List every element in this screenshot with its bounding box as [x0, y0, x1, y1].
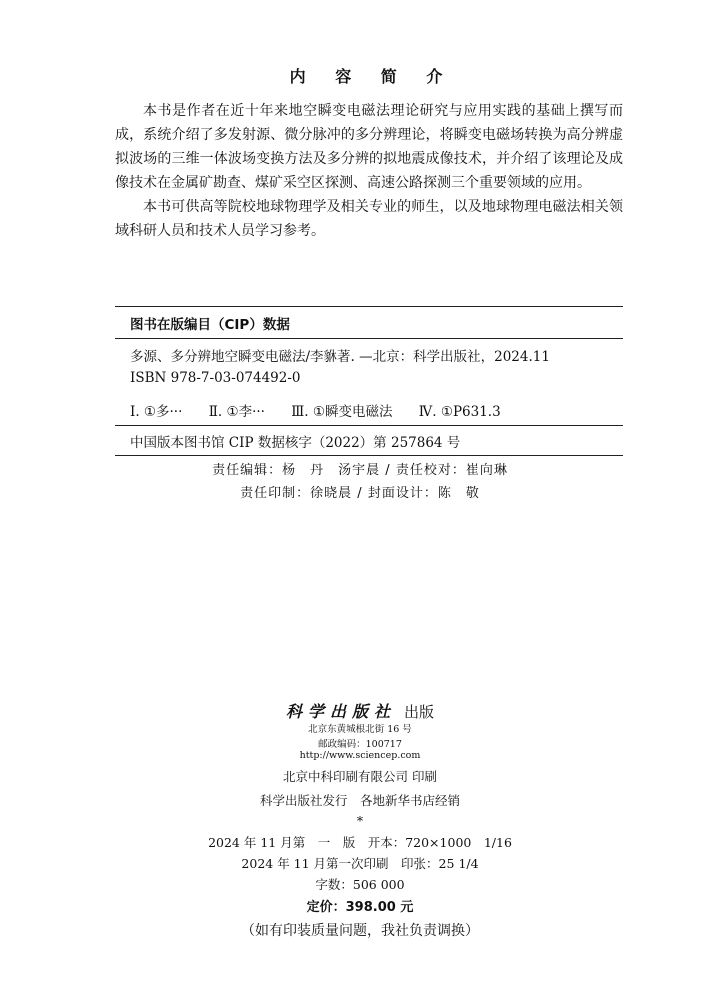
word-count: 字数：506 000 [315, 877, 405, 892]
cip-bottom-divider [115, 455, 623, 456]
publisher-address: 北京东黄城根北街 16 号 [308, 724, 412, 735]
cip-isbn: ISBN 978-7-03-074492-0 [130, 370, 301, 386]
cip-classification [130, 400, 523, 420]
cip-class-3: Ⅲ. ①瞬变电磁法 [291, 404, 393, 420]
cip-class-4: Ⅳ. ①P631.3 [418, 404, 501, 420]
credits-printing-design: 责任印制：徐晓晨 / 封面设计：陈 敬 [240, 486, 480, 501]
cip-heading-divider [115, 338, 623, 339]
credits-editors: 责任编辑：杨 丹 汤宇晨 / 责任校对：崔向琳 [212, 463, 508, 478]
cip-heading: 图书在版编目（CIP）数据 [130, 317, 290, 333]
cip-number: 中国版本图书馆 CIP 数据核字（2022）第 257864 号 [130, 435, 461, 451]
distribution: 科学出版社发行 各地新华书店经销 [259, 793, 460, 808]
printing-line: 2024 年 11 月第一次印刷 印张：25 1/4 [241, 856, 479, 871]
cip-citation: 多源、多分辨地空瞬变电磁法/李貅著. —北京：科学出版社，2024.11 [130, 349, 550, 365]
introduction [115, 99, 623, 243]
publisher-url: http://www.sciencep.com [299, 750, 421, 761]
separator-star: * [356, 813, 364, 828]
cip-class-2: Ⅱ. ①李··· [208, 404, 265, 420]
edition-line: 2024 年 11 月第 一 版 开本：720×1000 1/16 [208, 835, 512, 850]
publisher-line [0, 699, 720, 722]
page-title: 内 容 简 介 [289, 67, 455, 86]
publisher-name: 科学出版社 [285, 702, 396, 721]
publisher-postcode: 邮政编码：100717 [318, 739, 402, 750]
price: 定价：398.00 元 [306, 900, 414, 915]
intro-paragraph-2: 本书可供高等院校地球物理学及相关专业的师生，以及地球物理电磁法相关领域科研人员和技术人员学习参考。 [115, 199, 623, 239]
intro-paragraph-1: 本书是作者在近十年来地空瞬变电磁法理论研究与应用实践的基础上撰写而成，系统介绍了多发射源、微分脉冲的多分辨理论，将瞬变电磁场转换为高分辨虚拟波场的三维一体波场变换方法及多分辨的拟地震成像技术，并介绍了该理论及成像技术在金属矿勘查、煤矿采空区探测、高速公路探测三个重要领域的应用。 [115, 103, 623, 191]
cip-class-divider [115, 425, 623, 426]
cip-class-1: Ⅰ. ①多··· [130, 404, 183, 420]
printer: 北京中科印刷有限公司 印刷 [283, 769, 437, 784]
quality-note: （如有印装质量问题，我社负责调换） [241, 923, 479, 939]
cip-top-divider [115, 306, 623, 307]
publisher-role: 出版 [404, 703, 435, 721]
